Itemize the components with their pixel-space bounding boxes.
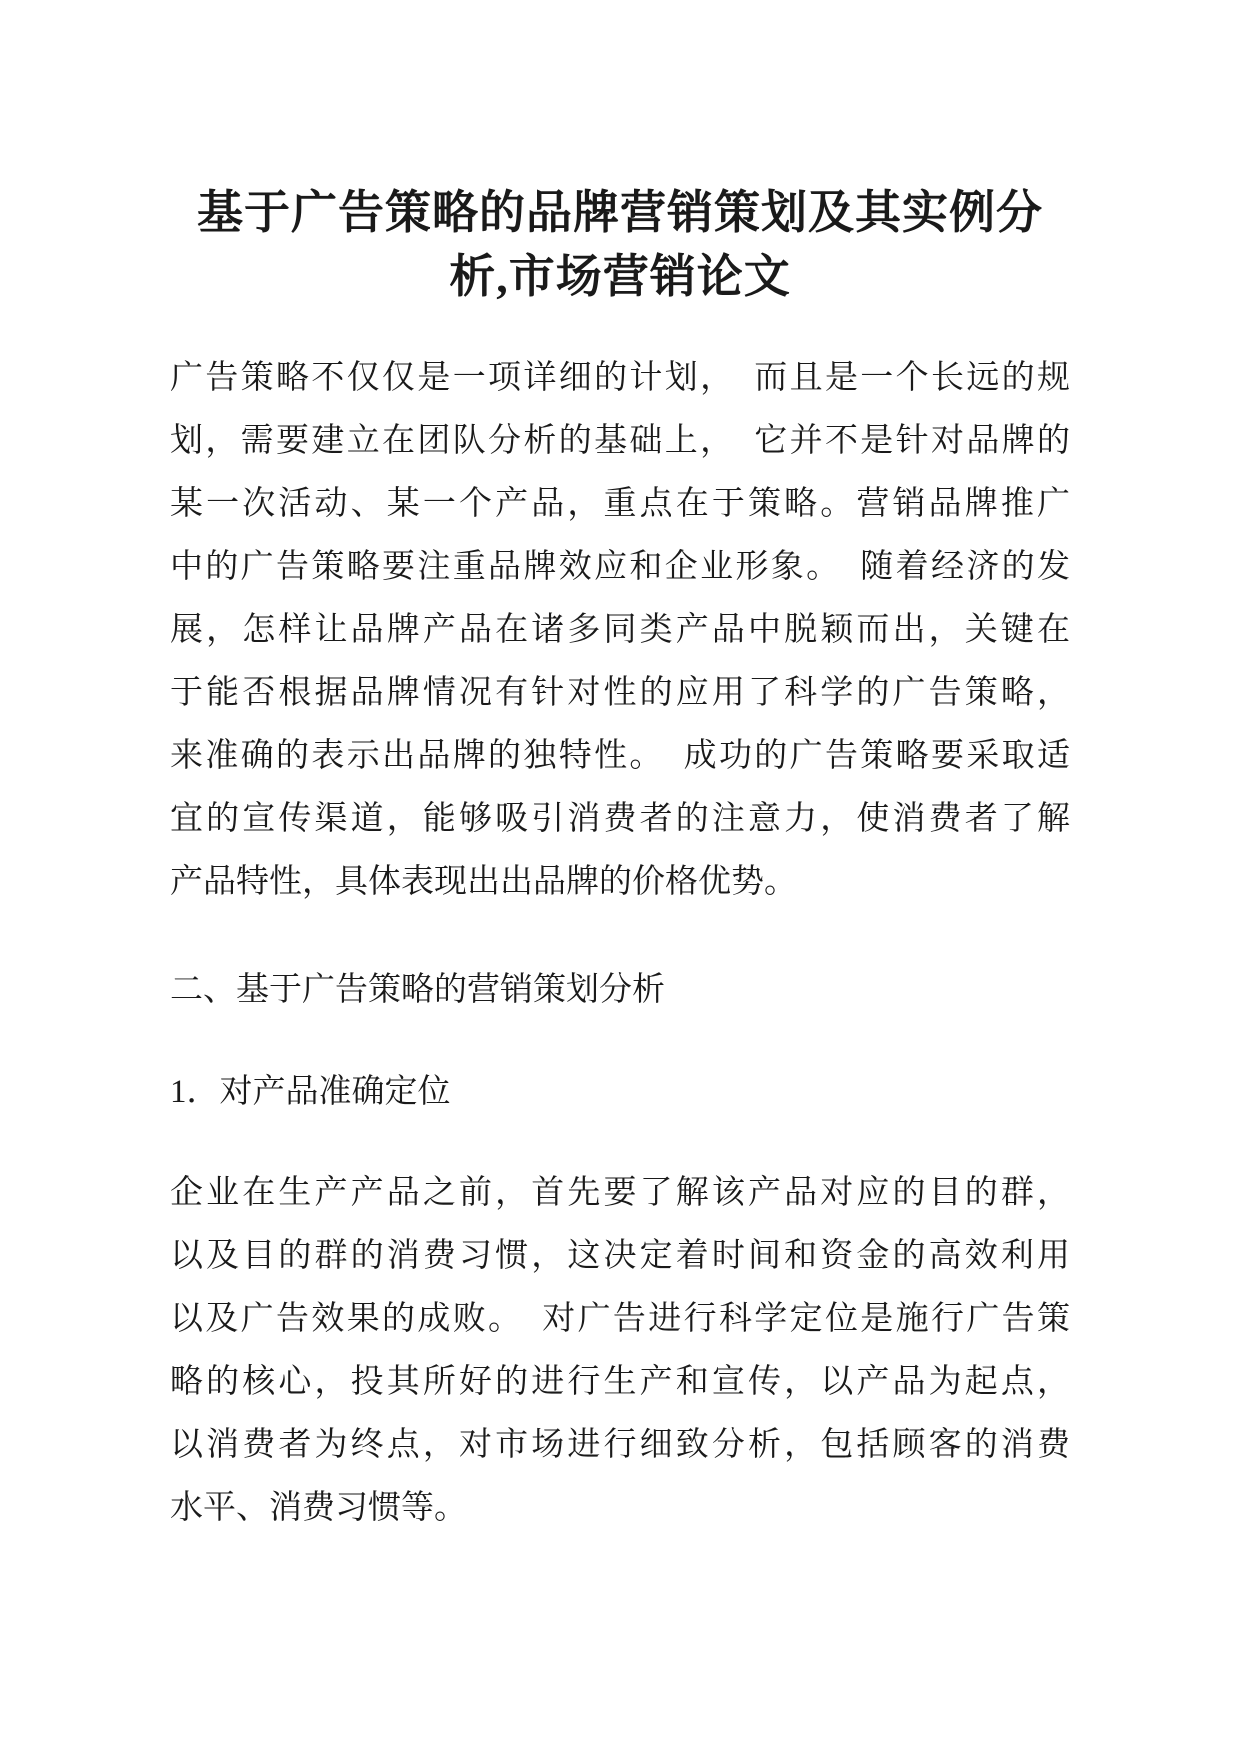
paragraph-line: 划，需要建立在团队分析的基础上， 它并不是针对品牌的 bbox=[170, 423, 1070, 459]
paragraph-line: 略的核心，投其所好的进行生产和宣传，以产品为起点， bbox=[170, 1364, 1070, 1400]
paragraph-line: 水平、消费习惯等。 bbox=[170, 1490, 467, 1526]
title-line-2: 析,市场营销论文 bbox=[449, 251, 791, 302]
body-paragraph bbox=[170, 1162, 1070, 1540]
paragraph-line: 中的广告策略要注重品牌效应和企业形象。 随着经济的发 bbox=[170, 549, 1070, 585]
subsection-heading: 1．对产品准确定位 bbox=[170, 1074, 451, 1110]
section-heading: 二、基于广告策略的营销策划分析 bbox=[170, 972, 665, 1008]
paragraph-line: 以及目的群的消费习惯，这决定着时间和资金的高效利用 bbox=[170, 1238, 1070, 1274]
title-line-1: 基于广告策略的品牌营销策划及其实例分 bbox=[197, 187, 1043, 238]
paragraph-line: 某一次活动、某一个产品，重点在于策略。营销品牌推广 bbox=[170, 486, 1070, 522]
paragraph-line: 以消费者为终点，对市场进行细致分析，包括顾客的消费 bbox=[170, 1427, 1070, 1463]
paragraph-line: 宜的宣传渠道，能够吸引消费者的注意力，使消费者了解 bbox=[170, 801, 1070, 837]
paragraph-line: 于能否根据品牌情况有针对性的应用了科学的广告策略， bbox=[170, 675, 1070, 711]
intro-paragraph bbox=[170, 347, 1070, 914]
paragraph-line: 来准确的表示出品牌的独特性。 成功的广告策略要采取适 bbox=[170, 738, 1070, 774]
paragraph-line: 企业在生产产品之前，首先要了解该产品对应的目的群， bbox=[170, 1175, 1070, 1211]
paragraph-line: 产品特性，具体表现出出品牌的价格优势。 bbox=[170, 864, 797, 900]
paragraph-line: 广告策略不仅仅是一项详细的计划， 而且是一个长远的规 bbox=[170, 360, 1070, 396]
paragraph-line: 以及广告效果的成败。 对广告进行科学定位是施行广告策 bbox=[170, 1301, 1070, 1337]
paragraph-line: 展，怎样让品牌产品在诸多同类产品中脱颖而出，关键在 bbox=[170, 612, 1070, 648]
document-title bbox=[170, 181, 1070, 309]
